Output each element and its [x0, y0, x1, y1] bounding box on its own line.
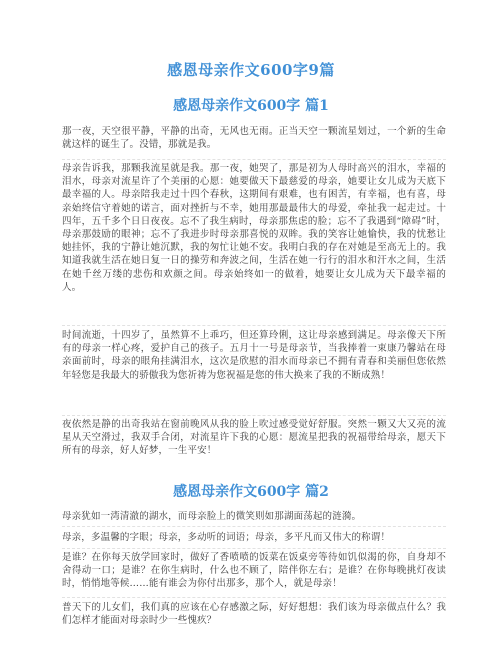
divider — [62, 526, 446, 527]
document-title: 感恩母亲作文600字9篇 — [167, 61, 335, 79]
divider — [62, 597, 446, 598]
section-heading: 感恩母亲作文600字 篇1 — [173, 98, 329, 114]
paragraph: 母亲犹如一湾清澈的湖水，而母亲脸上的微笑则如那湖面荡起的涟漪。 — [62, 511, 362, 522]
divider — [62, 548, 446, 549]
section-heading: 感恩母亲作文600字 篇2 — [173, 484, 329, 500]
divider — [62, 325, 446, 326]
paragraph: 是谁？在你每天放学回家时，做好了香喷喷的饭菜在饭桌旁等待如饥似渴的你，自身却不舍得动一口；是谁？在你生病时，什么也不顾了，陪伴你左右；是谁？在你每晚挑灯夜读时，悄悄地等候……能有谁会为你付出那多，那个人，就是母亲！ — [62, 552, 446, 590]
paragraph: 时间流逝，十四岁了，虽然算不上乖巧，但还算玲俐，这让母亲感到满足。母亲像天下所有的母亲一样心疼，爱护自己的孩子。五月十一号是母亲节，当我捧着一束康乃馨站在母亲面前时，母亲的眼角挂满泪水，这次是欣慰的泪水而母亲已不拥有青春和美丽但您依然年轻您是我最大的骄傲我为您祈祷为您祝福是您的伟大换来了我的不断成熟！ — [62, 330, 446, 381]
paragraph: 夜依然是静的出奇我站在窗前晚风从我的脸上吹过感受觉好舒服。突然一颗又大又亮的流星从天空滑过，我双手合闭，对流星许下我的心愿：愿流星把我的祝福带给母亲，愿天下所有的母亲，好人好梦，一生平安！ — [62, 419, 446, 457]
paragraph: 母亲告诉我，那颗我流星就是我。那一夜，她哭了，那是初为人母时高兴的泪水，幸福的泪水，母亲对流星许了个美丽的心愿：她要做天下最慈爱的母亲，她要让女儿成为天底下最幸福的人。母亲陪我走过十四个春秋，这期间有艰难，也有困苦，有幸福，也有喜，母亲始终信守着她的诺言，面对挫折与不幸，她用那最最伟大的母爱，牵扯我一起走过。十四年，五千多个日日夜夜。忘不了我生病时，母亲那焦虑的脸；忘不了我遇到“障碍”时，母亲那鼓励的眼神；忘不了我进步时母亲那喜悦的双眸。我的笑容让她愉快，我的忧愁让她挂怀，我的宁静让她沉默，我的匆忙让她不安。我明白我的存在对她是至高无上的。我知道我就生活在她日复一日的操劳和奔波之间，生活在她一行行的泪水和汗水之间，生活在她千丝万缕的悲伤和欢颜之间。母亲始终如一的做着，她要让女儿成为天下最幸福的人。 — [62, 163, 446, 293]
paragraph: 那一夜，天空很平静，平静的出奇，无风也无雨。正当天空一颗流星划过，一个新的生命就这样的诞生了。没错，那就是我。 — [62, 126, 446, 151]
divider — [62, 159, 446, 160]
paragraph: 普天下的儿女们，我们真的应该在心存感激之际，好好想想：我们该为母亲做点什么？我们怎样才能面对母亲时少一些愧疚？ — [62, 602, 446, 627]
divider — [62, 415, 446, 416]
paragraph: 母亲，多温馨的字眼；母亲，多动听的词语；母亲，多平凡而又伟大的称谓！ — [62, 532, 391, 543]
